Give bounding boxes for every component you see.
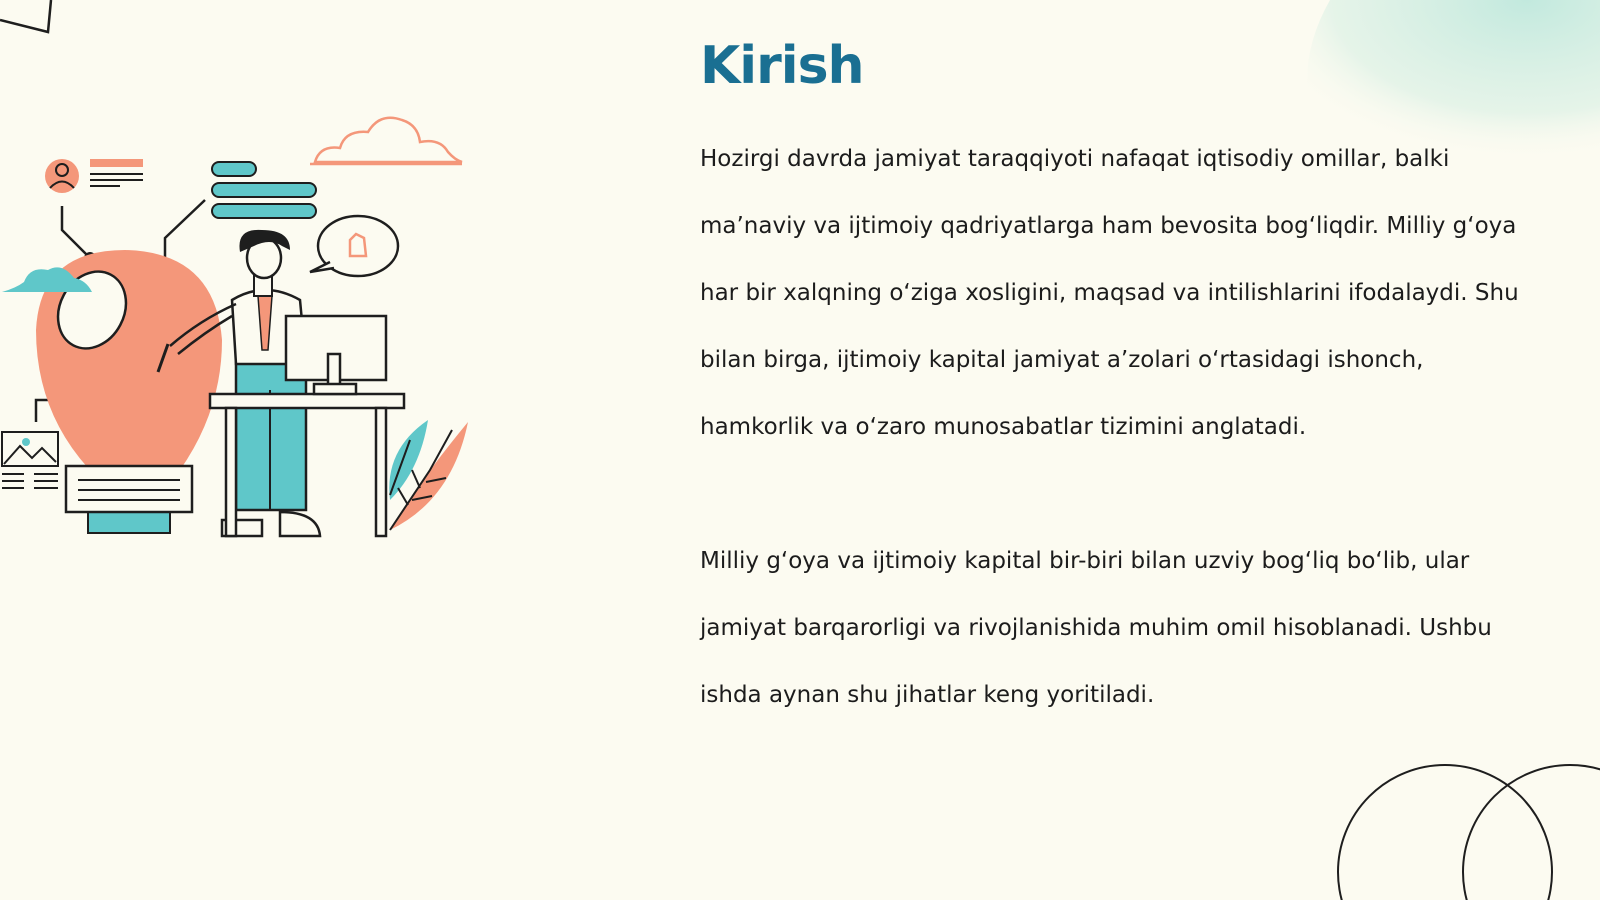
circles-decoration xyxy=(1330,760,1600,900)
plant-leaf-icon xyxy=(389,420,468,530)
user-icon xyxy=(45,159,79,193)
intro-paragraph-1: Hozirgi davrda jamiyat taraqqiyoti nafaqat iqtisodiy omillar, balki ma’naviy va ijtimoiy qadriyatlarga ham bevosita bog‘liqdir. Milliy g‘oya har bir xalqning o‘ziga xosligini, maqsad va intilishlarini ifodalaydi. Shu bilan birga, ijtimoiy kapital jamiyat a’zolari o‘rtasidagi ishonch, hamkorlik va o‘zaro munosabatlar tizimini anglatadi. xyxy=(700,146,1519,440)
image-icon xyxy=(2,432,58,488)
cloud-icon xyxy=(310,118,462,164)
illustration xyxy=(0,0,660,740)
starburst-outline xyxy=(0,0,51,32)
intro-paragraph-2: Milliy g‘oya va ijtimoiy kapital bir-biri bilan uzviy bog‘liq bo‘lib, ular jamiyat barqarorligi va rivojlanishida muhim omil hisoblanadi. Ushbu ishda aynan shu jihatlar keng yoritiladi. xyxy=(700,548,1492,708)
slide-title: Kirish xyxy=(700,36,864,96)
chat-bubble-icon xyxy=(310,216,398,276)
lightbulb-icon xyxy=(36,250,222,533)
